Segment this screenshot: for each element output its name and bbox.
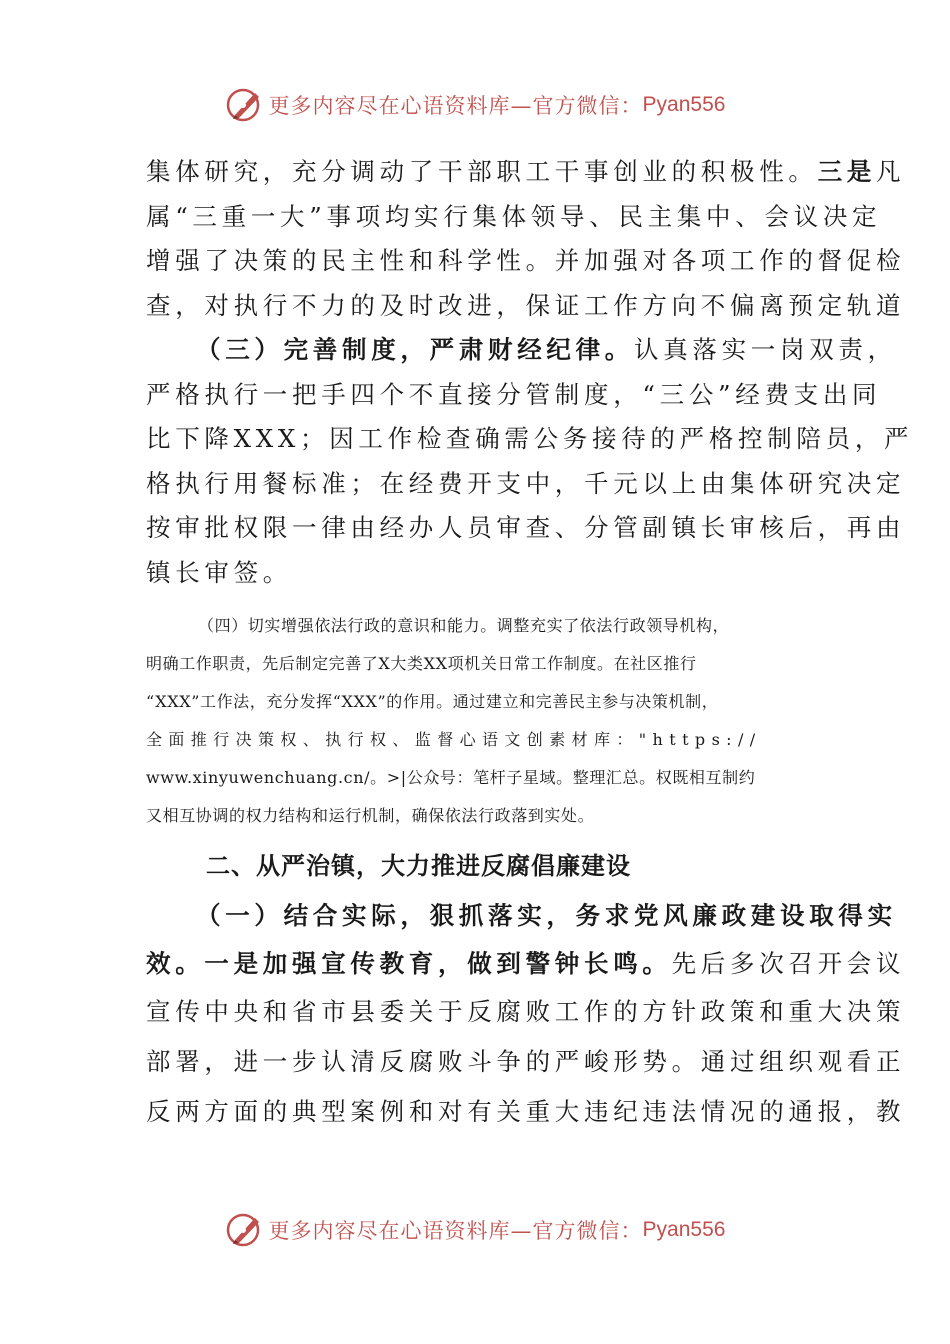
paragraph-title: （三）完善制度，严肃财经纪律。 [196,335,634,364]
small-text-line: 明确工作职责，先后制定完善了X大类XX项机关日常工作制度。在社区推行 [146,654,697,673]
text-line: 部署，进一步认清反腐败斗争的严峻形势。通过组织观看正 [146,1047,906,1076]
bold-marker: 三是 [817,157,877,186]
pen-logo-icon [225,1210,265,1250]
small-text-line: 全面推行决策权、执行权、监督心语文创素材库："https:// [146,730,762,749]
watermark-header [0,80,950,130]
paragraph-title: （一）结合实际，狠抓落实，务求党风廉政建设取得实 [196,901,897,930]
paragraph-title: 效。一是加强宣传教育，做到警钟长鸣。 [146,949,672,978]
small-text-line: 又相互协调的权力结构和运行机制，确保依法行政落到实处。 [146,806,595,825]
small-text-line: “XXX”工作法，充分发挥“XXX”的作用。通过建立和完善民主参与决策机制， [146,692,719,711]
text-line: 效。一是加强宣传教育，做到警钟长鸣。先后多次召开会议 [146,949,906,978]
text-line: 宣传中央和省市县委关于反腐败工作的方针政策和重大决策 [146,997,906,1026]
small-text-line: www.xinyuwenchuang.cn/。>|公众号：笔杆子星域。整理汇总。权既相互制约 [146,768,756,787]
watermark-id: Pyan556 [642,1218,726,1241]
text-line: 集体研究，充分调动了干部职工干事创业的积极性。三是凡 [146,157,906,186]
text-line: 查，对执行不力的及时改进，保证工作方向不偏离预定轨道 [146,290,906,320]
document-body [146,150,914,1137]
watermark-text: 更多内容尽在心语资料库—官方微信： [268,94,643,118]
text-line: 比下降XXX；因工作检查确需公务接待的严格控制陪员，严 [146,424,914,453]
text-line: 属“三重一大”事项均实行集体领导、民主集中、会议决定 [146,201,882,231]
small-text-line: （四）切实增强依法行政的意识和能力。调整充实了依法行政领导机构， [198,616,730,635]
text-line: 严格执行一把手四个不直接分管制度，“三公”经费支出同 [146,379,882,409]
watermark-id: Pyan556 [642,93,726,116]
watermark-footer [0,1205,950,1255]
pen-logo-icon [225,85,265,125]
text-line: 反两方面的典型案例和对有关重大违纪违法情况的通报，教 [146,1097,906,1126]
watermark-text: 更多内容尽在心语资料库—官方微信： [268,1219,643,1243]
text-line: 增强了决策的民主性和科学性。并加强对各项工作的督促检 [146,246,906,275]
text-line: 按审批权限一律由经办人员审查、分管副镇长审核后，再由 [146,513,906,542]
text-line: 镇长审签。 [146,557,292,587]
text-line: 格执行用餐标准；在经费开支中，千元以上由集体研究决定 [146,468,906,498]
section-heading: 二、从严治镇，大力推进反腐倡廉建设 [206,852,631,880]
text-line: （三）完善制度，严肃财经纪律。认真落实一岗双责， [196,335,897,364]
